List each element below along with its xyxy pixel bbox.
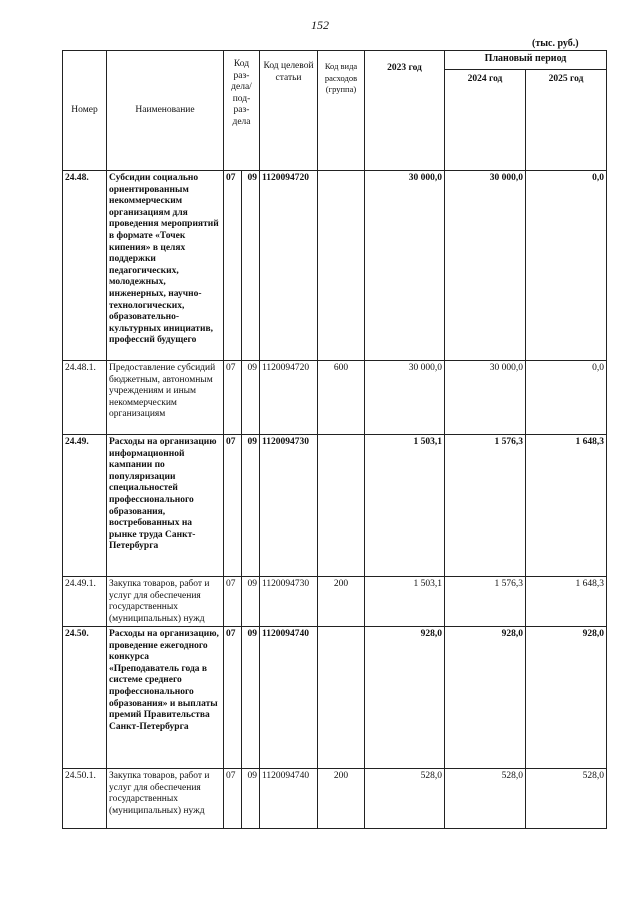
row-target: 1120094720 — [260, 361, 318, 435]
row-target: 1120094730 — [260, 577, 318, 627]
table-row — [63, 577, 607, 627]
row-name: Расходы на организацию информационной кампании по популяризации специальностей профессионального образования, востребованных на рынке труда Санкт-Петербурга — [107, 435, 224, 577]
row-number: 24.50.1. — [63, 769, 107, 829]
row-2025: 0,0 — [526, 171, 607, 361]
header-section-code: Код раз-дела/ под-раз-дела — [224, 51, 260, 171]
row-number: 24.50. — [63, 627, 107, 769]
row-section: 07 — [224, 769, 242, 829]
row-2023: 1 503,1 — [365, 577, 445, 627]
header-2024: 2024 год — [445, 70, 526, 171]
row-2025: 928,0 — [526, 627, 607, 769]
row-2025: 0,0 — [526, 361, 607, 435]
row-target: 1120094740 — [260, 627, 318, 769]
row-section: 07 — [224, 577, 242, 627]
header-name: Наименование — [107, 51, 224, 171]
row-target: 1120094730 — [260, 435, 318, 577]
row-2025: 528,0 — [526, 769, 607, 829]
table-row — [63, 627, 607, 769]
header-number: Номер — [63, 51, 107, 171]
row-subsection: 09 — [242, 577, 260, 627]
table-row — [63, 769, 607, 829]
row-expense-type: 200 — [318, 577, 365, 627]
row-2023: 928,0 — [365, 627, 445, 769]
row-subsection: 09 — [242, 361, 260, 435]
row-target: 1120094740 — [260, 769, 318, 829]
row-2023: 30 000,0 — [365, 171, 445, 361]
row-2024: 30 000,0 — [445, 361, 526, 435]
row-name: Расходы на организацию, проведение ежегодного конкурса «Преподаватель года в системе среднего профессионального образования» и выплаты премий Правительства Санкт-Петербурга — [107, 627, 224, 769]
row-expense-type — [318, 171, 365, 361]
row-section: 07 — [224, 171, 242, 361]
table-row — [63, 171, 607, 361]
row-2025: 1 648,3 — [526, 577, 607, 627]
row-2024: 528,0 — [445, 769, 526, 829]
header-target-code: Код целевой статьи — [260, 51, 318, 171]
header-plan-period: Плановый период — [445, 51, 607, 70]
units-label: (тыс. руб.) — [532, 38, 579, 49]
row-number: 24.49.1. — [63, 577, 107, 627]
row-number: 24.48.1. — [63, 361, 107, 435]
row-expense-type — [318, 627, 365, 769]
row-expense-type: 200 — [318, 769, 365, 829]
row-subsection: 09 — [242, 435, 260, 577]
row-number: 24.49. — [63, 435, 107, 577]
row-number: 24.48. — [63, 171, 107, 361]
row-name: Субсидии социально ориентированным некоммерческим организациям для проведения мероприятий в формате «Точек кипения» в целях поддержки педагогических, молодежных, инженерных, научно-технологических, образовательно-культурных инициатив, профессий будущего — [107, 171, 224, 361]
row-name: Предоставление субсидий бюджетным, автономным учреждениям и иным некоммерческим организациям — [107, 361, 224, 435]
row-section: 07 — [224, 361, 242, 435]
table-row — [63, 435, 607, 577]
header-expense-type: Код вида расходов (группа) — [318, 51, 365, 171]
budget-table — [62, 50, 607, 829]
row-2024: 928,0 — [445, 627, 526, 769]
row-2023: 528,0 — [365, 769, 445, 829]
row-2024: 1 576,3 — [445, 435, 526, 577]
row-2024: 30 000,0 — [445, 171, 526, 361]
page-number: 152 — [311, 18, 329, 32]
row-section: 07 — [224, 435, 242, 577]
row-expense-type: 600 — [318, 361, 365, 435]
row-subsection: 09 — [242, 627, 260, 769]
row-2024: 1 576,3 — [445, 577, 526, 627]
row-2025: 1 648,3 — [526, 435, 607, 577]
row-subsection: 09 — [242, 171, 260, 361]
row-name: Закупка товаров, работ и услуг для обеспечения государственных (муниципальных) нужд — [107, 769, 224, 829]
row-target: 1120094720 — [260, 171, 318, 361]
row-2023: 1 503,1 — [365, 435, 445, 577]
row-expense-type — [318, 435, 365, 577]
row-name: Закупка товаров, работ и услуг для обеспечения государственных (муниципальных) нужд — [107, 577, 224, 627]
row-subsection: 09 — [242, 769, 260, 829]
row-2023: 30 000,0 — [365, 361, 445, 435]
header-2025: 2025 год — [526, 70, 607, 171]
row-section: 07 — [224, 627, 242, 769]
header-2023: 2023 год — [365, 51, 445, 171]
table-row — [63, 361, 607, 435]
